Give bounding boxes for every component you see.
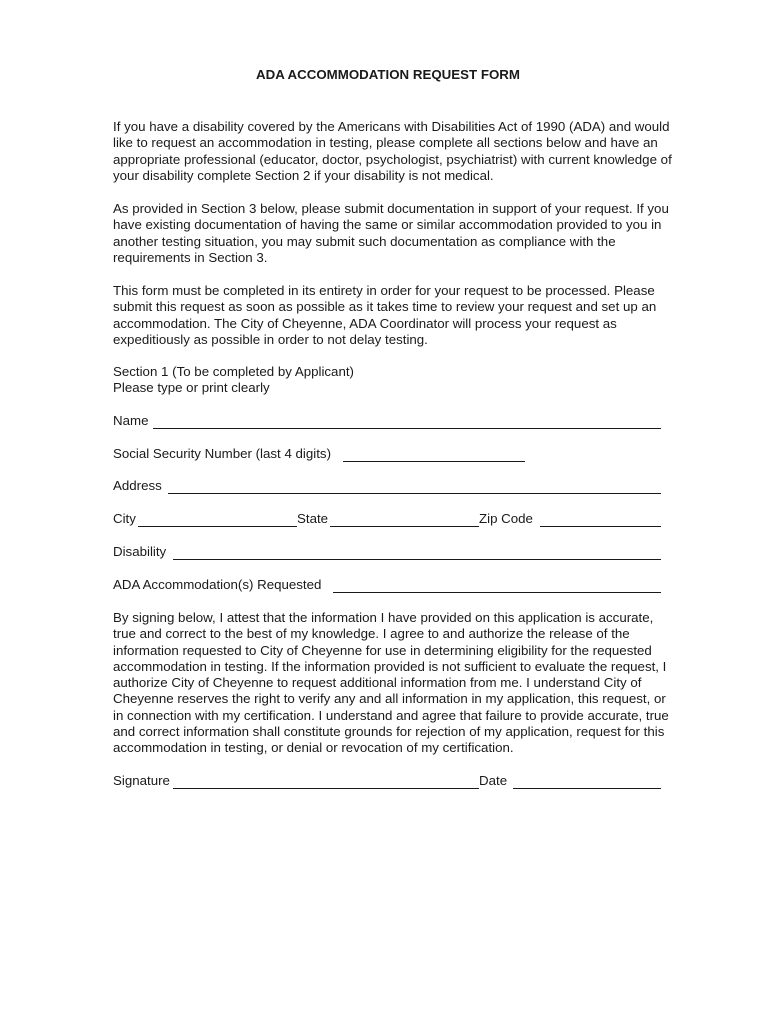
text-line: accommodation. The City of Cheyenne, ADA Coordinator will process your request as xyxy=(113,315,617,331)
text-line: By signing below, I attest that the information I have provided on this application is accurate, xyxy=(113,610,654,625)
address-line[interactable] xyxy=(168,493,661,494)
signature-line[interactable] xyxy=(173,788,479,789)
text-line: expeditiously as possible in order to not delay testing. xyxy=(113,331,428,347)
text-line: accommodation in testing, or denial or revocation of my certification. xyxy=(113,740,514,756)
text-line: submit this request as soon as possible as it takes time to review your request and set up an xyxy=(113,299,657,315)
date-line[interactable] xyxy=(513,788,661,789)
signature-label: Signature xyxy=(113,773,170,788)
ssn-label: Social Security Number (last 4 digits) xyxy=(113,446,331,461)
date-label: Date xyxy=(479,773,508,788)
text-line: Cheyenne reserves the right to verify any and all information in my application, this request, or xyxy=(113,691,666,707)
name-label: Name xyxy=(113,413,149,428)
text-line: and correct information shall constitute grounds for rejection of my application, request for this xyxy=(113,724,665,740)
text-line: This form must be completed in its entirety in order for your request to be processed. Please xyxy=(113,283,655,298)
text-line: have existing documentation of having the same or similar accommodation provided to you in xyxy=(113,217,662,233)
processing-paragraph xyxy=(113,283,698,348)
text-line: in connection with my certification. I understand and agree that failure to provide accurate, true xyxy=(113,707,669,723)
section1-header xyxy=(113,364,698,397)
text-line: like to request an accommodation in testing, please complete all sections below and have an xyxy=(113,135,658,151)
ssn-line[interactable] xyxy=(343,461,525,462)
text-line: authorize City of Cheyenne to request additional information from me. I understand City of xyxy=(113,675,642,691)
name-field xyxy=(113,413,661,431)
text-line: information requested to City of Cheyenne for use in determining eligibility for the requested xyxy=(113,642,652,658)
disability-label: Disability xyxy=(113,544,167,559)
section-heading: Section 1 (To be completed by Applicant) xyxy=(113,364,354,379)
disability-line[interactable] xyxy=(173,559,661,560)
disability-field xyxy=(113,544,661,562)
ssn-field xyxy=(113,446,661,464)
text-line: If you have a disability covered by the Americans with Disabilities Act of 1990 (ADA) and would xyxy=(113,119,670,134)
name-line[interactable] xyxy=(153,428,661,429)
text-line: another testing situation, you may submit such documentation as compliance with the xyxy=(113,233,616,249)
address-label: Address xyxy=(113,478,162,493)
text-line: requirements in Section 3. xyxy=(113,249,268,265)
text-line: true and correct to the best of my knowledge. I agree to and authorize the release of the xyxy=(113,626,630,642)
address-field xyxy=(113,478,661,496)
accommodations-line[interactable] xyxy=(333,592,661,593)
intro-paragraph xyxy=(113,119,698,184)
section-instruction: Please type or print clearly xyxy=(113,380,270,396)
text-line: your disability complete Section 2 if your disability is not medical. xyxy=(113,167,494,183)
accommodations-field xyxy=(113,577,661,595)
attestation-paragraph xyxy=(113,610,698,757)
text-line: accommodation in testing. If the information provided is not sufficient to evaluate the request, I xyxy=(113,658,667,674)
documentation-paragraph xyxy=(113,201,698,266)
accommodations-label: ADA Accommodation(s) Requested xyxy=(113,577,322,592)
signature-date-row xyxy=(113,773,661,791)
city-state-zip-row xyxy=(113,511,661,529)
city-line[interactable] xyxy=(138,526,297,527)
state-label: State xyxy=(297,511,329,526)
form-title: ADA ACCOMMODATION REQUEST FORM xyxy=(256,67,520,82)
zip-line[interactable] xyxy=(540,526,661,527)
zip-label: Zip Code xyxy=(479,511,533,526)
state-line[interactable] xyxy=(330,526,479,527)
text-line: appropriate professional (educator, doctor, psychologist, psychiatrist) with current knowledge of xyxy=(113,151,672,167)
city-label: City xyxy=(113,511,136,526)
text-line: As provided in Section 3 below, please submit documentation in support of your request. If you xyxy=(113,201,669,216)
